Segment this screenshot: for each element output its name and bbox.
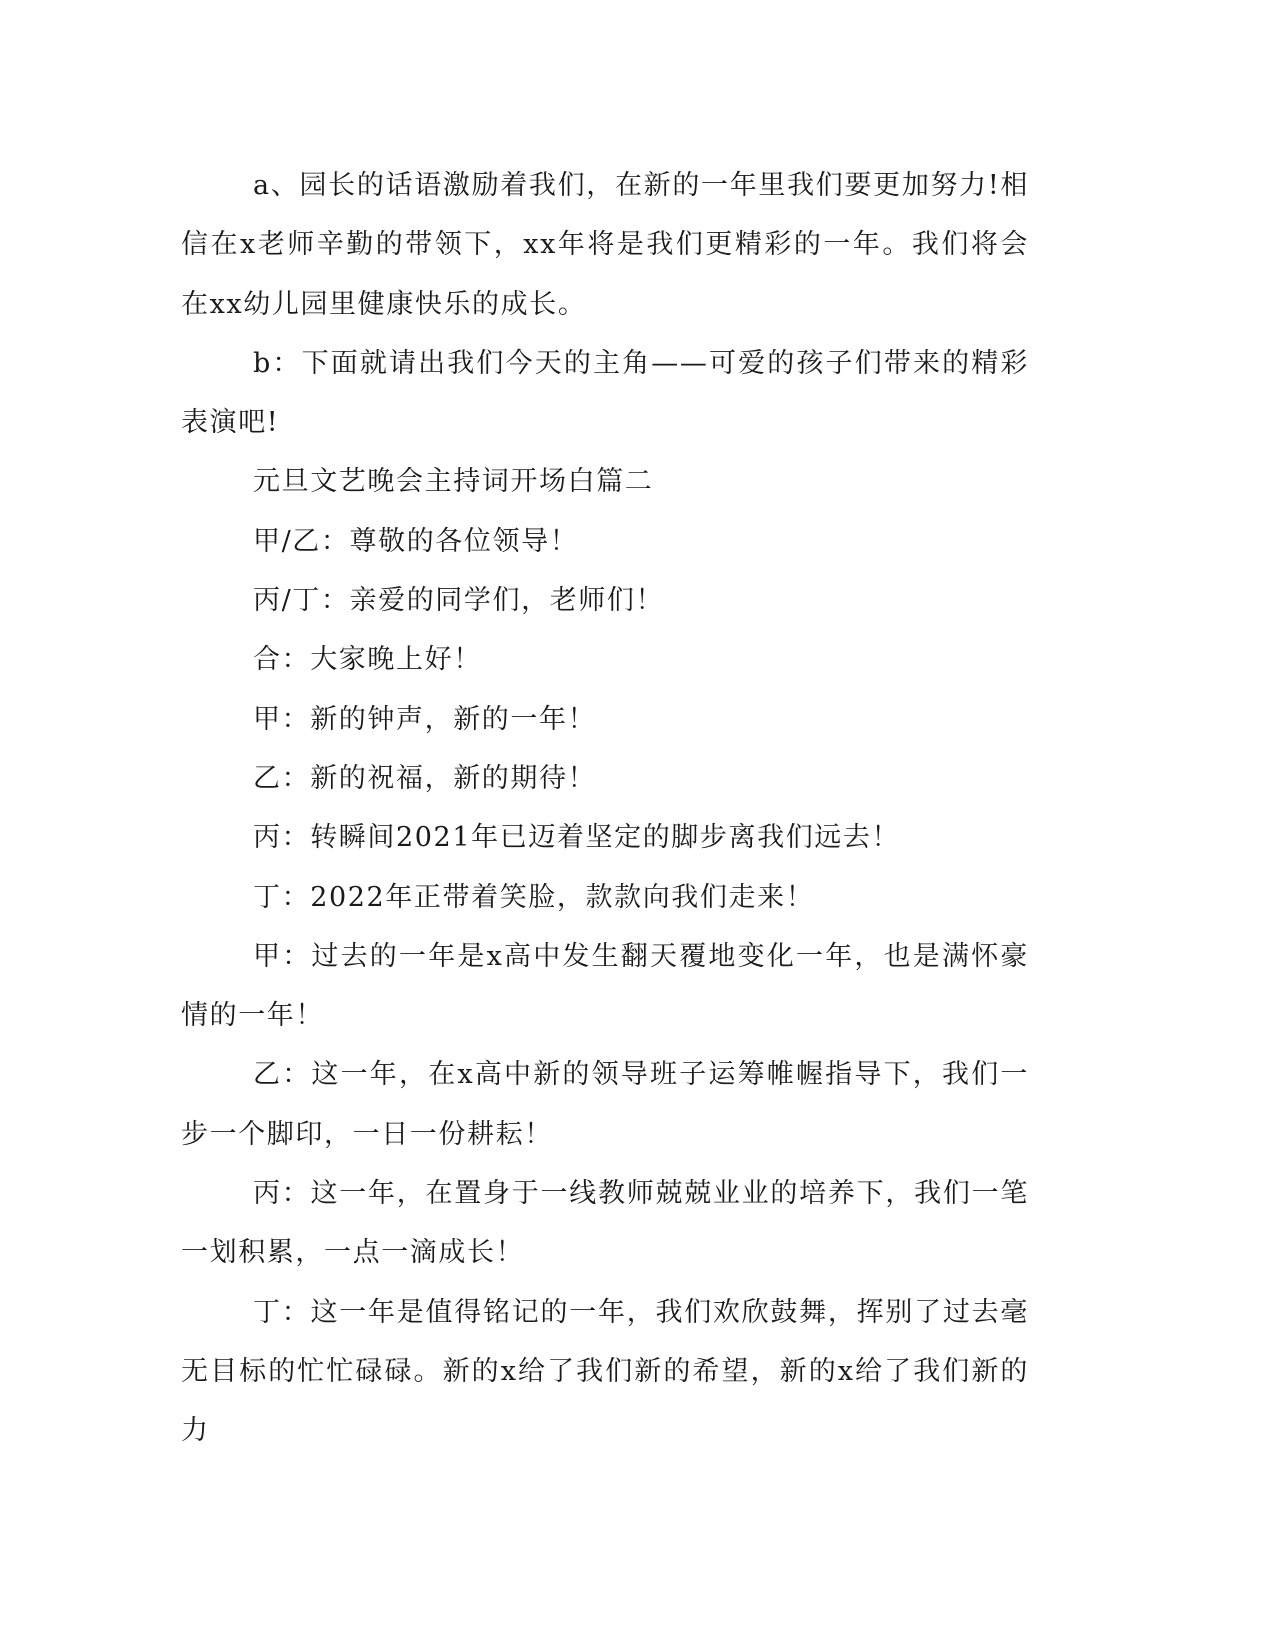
paragraph-past-year: 甲：过去的一年是x高中发生翻天覆地变化一年，也是满怀豪情的一年！ <box>181 940 1029 1032</box>
paragraph-new-blessing: 乙：新的祝福，新的期待！ <box>253 762 597 794</box>
paragraph-year-2022: 丁：2022年正带着笑脸，款款向我们走来！ <box>253 881 815 913</box>
document-body <box>181 156 1029 1461</box>
paragraph-year-2021: 丙：转瞬间2021年已迈着坚定的脚步离我们远去！ <box>253 822 901 854</box>
paragraph-memorable-year: 丁：这一年是值得铭记的一年，我们欢欣鼓舞，挥别了过去毫无目标的忙忙碌碌。新的x给了我们新的希望，新的x给了我们新的力 <box>181 1296 1029 1447</box>
paragraph-greeting-leaders: 甲/乙：尊敬的各位领导！ <box>253 525 579 557</box>
paragraph-new-bell: 甲：新的钟声，新的一年！ <box>253 703 597 735</box>
paragraph-children-performance: b：下面就请出我们今天的主角——可爱的孩子们带来的精彩表演吧! <box>181 347 1029 439</box>
paragraph-greeting-all: 合：大家晚上好！ <box>253 644 482 676</box>
paragraph-teachers: 丙：这一年，在置身于一线教师兢兢业业的培养下，我们一笔一划积累，一点一滴成长！ <box>181 1178 1029 1269</box>
section-heading: 元旦文艺晚会主持词开场白篇二 <box>253 466 654 498</box>
paragraph-kindergarten-closing: a、园长的话语激励着我们，在新的一年里我们要更加努力!相信在x老师辛勤的带领下，xx年将是我们更精彩的一年。我们将会在xx幼儿园里健康快乐的成长。 <box>181 170 1029 320</box>
paragraph-leadership: 乙：这一年，在x高中新的领导班子运筹帷幄指导下，我们一步一个脚印，一日一份耕耘！ <box>181 1059 1029 1150</box>
paragraph-greeting-students: 丙/丁：亲爱的同学们，老师们！ <box>253 585 665 617</box>
